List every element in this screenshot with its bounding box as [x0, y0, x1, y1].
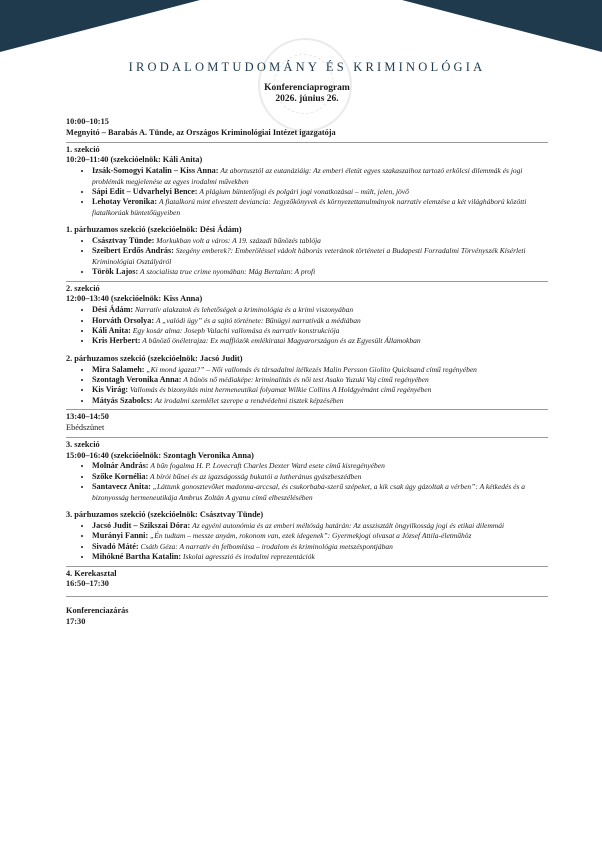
talk-title: A bűnös nő médiaképe: kriminalitás és női test Asako Yuzuki Vaj című regényében: [183, 375, 429, 385]
document-date: 2026. június 26.: [275, 94, 339, 104]
talk-list: [66, 166, 548, 218]
talk-item: [92, 521, 548, 531]
talk-speaker: Káli Anita:: [92, 326, 131, 336]
talk-item: [92, 316, 548, 326]
divider: [66, 596, 548, 597]
talk-title: A bűn fogalma H. P. Lovecraft Charles Dexter Ward esete című kisregényében: [150, 461, 385, 471]
session-title: 2. szekció: [66, 283, 100, 293]
lunch-time: 13:40–14:50: [66, 412, 109, 422]
session-title: 2. párhuzamos szekció (szekcióelnök: Jacsó Judit): [66, 353, 243, 363]
session-time-chair: 15:00–16:40 (szekcióelnök: Szontagh Veronika Anna): [66, 450, 254, 460]
lunch-label: Ebédszünet: [66, 423, 105, 433]
talk-item: [92, 542, 548, 552]
talk-title: A „valódi ügy” és a sajtó története: Bűnügyi narratívák a médiában: [155, 315, 361, 325]
talk-speaker: Szontagh Veronika Anna:: [92, 375, 182, 385]
session-title: 1. párhuzamos szekció (szekcióelnök: Dési Ádám): [66, 225, 242, 235]
roundtable-title: 4. Kerekasztal: [66, 568, 117, 578]
session-title: 3. szekció: [66, 439, 100, 449]
talk-title: Egy kosár alma: Joseph Valachi vallomása és narratív konstrukciója: [132, 326, 340, 336]
talk-title: A bűnöző önéletrajza: Ex maffiózók emlékiratai Magyarországon és az Egyesült Államokban: [142, 336, 421, 346]
talk-speaker: Sivadó Máté:: [92, 541, 139, 551]
sessions-part-b: [66, 440, 548, 563]
talk-title: A szocialista true crime nyomában: Mág Bertalan: A profi: [140, 267, 316, 277]
session-title: 1. szekció: [66, 144, 100, 154]
talk-item: [92, 187, 548, 197]
talk-item: [92, 552, 548, 562]
opening-time: 10:00–10:15: [66, 117, 109, 126]
talk-list: [66, 365, 548, 407]
talk-speaker: Dési Ádám:: [92, 305, 134, 315]
session-time-chair: 12:00–13:40 (szekcióelnök: Kiss Anna): [66, 294, 203, 304]
divider: [66, 142, 548, 143]
talk-title: Csáth Géza: A narratív én felbomlása – irodalom és kriminológia metszéspontjában: [140, 541, 393, 551]
talk-item: [92, 365, 548, 375]
talk-title: Morkukban volt a város: A 19. századi bűnözés tablója: [156, 236, 321, 246]
talk-item: [92, 166, 548, 187]
talk-item: [92, 531, 548, 541]
talk-speaker: Mihókné Bartha Katalin:: [92, 552, 182, 562]
closing-time: 17:30: [66, 616, 86, 626]
talk-title: Az irodalmi szemlélet szerepe a rendvédelmi tisztek képzésében: [154, 395, 344, 405]
talk-list: [66, 521, 548, 563]
talk-title: Vallomás és bizonyítás mint hermeneutikai folyamat Wilkie Collins A Holdgyémánt című regényében: [130, 385, 432, 395]
divider: [66, 281, 548, 282]
talk-speaker: Császtvay Tünde:: [92, 236, 155, 246]
talk-title: A bírói bűnei és az igazságosság bukatói a lutheránus gyászbeszédben: [150, 471, 362, 481]
talk-item: [92, 197, 548, 218]
talk-item: [92, 336, 548, 346]
divider: [66, 566, 548, 567]
talk-item: [92, 236, 548, 246]
talk-speaker: Mira Salameh:: [92, 364, 145, 374]
talk-list: [66, 461, 548, 503]
talk-list: [66, 305, 548, 347]
sessions-part-a: [66, 145, 548, 407]
talk-item: [92, 375, 548, 385]
talk-speaker: Kis Virág:: [92, 385, 129, 395]
talk-title: „Láttunk gonosztevőket madonna-arccsal, és csukorbaba-szerű szépeket, a kik csak úgy gázoltak a vérben”: A kétkedés és a bizonyosság hermeneutikája Ambrus Zoltán A gyanu című elbeszélésében: [92, 482, 526, 502]
talk-speaker: Mátyás Szabolcs:: [92, 395, 153, 405]
talk-item: [92, 472, 548, 482]
talk-speaker: Molnár András:: [92, 461, 149, 471]
talk-speaker: Kris Herbert:: [92, 336, 141, 346]
closing-title: Konferenciazárás: [66, 606, 129, 616]
talk-speaker: Izsák-Somogyi Katalin – Kiss Anna:: [92, 166, 219, 176]
talk-title: Az abortusztól az eutanáziáig: Az emberi életút egyes szakaszaihoz tartozó erkölcsi dilemmák és jogi problémák megjelenése az egyes irodalmi művekben: [92, 166, 523, 186]
talk-item: [92, 267, 548, 277]
talk-speaker: Sápi Edit – Udvarhelyi Bence:: [92, 187, 198, 196]
talk-title: Iskolai agresszió és irodalmi reprezentációk: [183, 552, 315, 562]
talk-item: [92, 385, 548, 395]
corner-decoration-left: [0, 0, 200, 52]
talk-title: Narratív alakzatok és lehetőségek a kriminológia és a krimi viszonyában: [135, 305, 354, 315]
talk-item: [92, 326, 548, 336]
talk-title: Szegény emberek?: Emberöléssel vádolt háborús veteránok történetei a Budapesti Forradalmi Törvényszék Kísérleti Kriminológiai Osztályáról: [92, 246, 526, 266]
document-title: IRODALOMTUDOMÁNY ÉS KRIMINOLÓGIA: [128, 60, 486, 74]
talk-speaker: Murányi Fanni:: [92, 531, 149, 541]
roundtable-time: 16:50–17:30: [66, 579, 109, 589]
talk-title: A fiatalkorú mint elveszett deviancia: Jegyzőkönyvek és környezettanulmányok narratív elemzése a két világháború közötti fiatalkorúak büntetőügyeiben: [92, 197, 527, 217]
talk-speaker: Horváth Orsolya:: [92, 315, 155, 325]
talk-title: Az egyéni autonómia és az emberi méltóság határán: Az asszisztált öngyilkosság jogi és etikai dilemmái: [192, 520, 505, 530]
talk-speaker: Török Lajos:: [92, 267, 139, 277]
program-document: [66, 60, 548, 628]
talk-item: [92, 305, 548, 315]
talk-speaker: Szőke Kornélia:: [92, 471, 149, 481]
corner-decoration-right: [402, 0, 602, 52]
talk-speaker: Szeibert Erdős András:: [92, 246, 174, 256]
talk-item: [92, 461, 548, 471]
talk-item: [92, 482, 548, 503]
divider: [66, 437, 548, 438]
session-title: 3. párhuzamos szekció (szekcióelnök: Császtvay Tünde): [66, 510, 264, 520]
talk-item: [92, 396, 548, 406]
talk-speaker: Lehotay Veronika:: [92, 197, 158, 207]
document-subtitle: Konferenciaprogram: [264, 83, 350, 93]
talk-speaker: Jacsó Judit – Szikszai Dóra:: [92, 520, 191, 530]
divider: [66, 409, 548, 410]
talk-title: „Ki mond igazat?” – Női vallomás és társadalmi ítélkezés Malin Persson Giolito Quicksand című regényében: [146, 364, 477, 374]
session-time-chair: 10:20–11:40 (szekcióelnök: Káli Anita): [66, 155, 203, 165]
talk-title: A plágium büntetőjogi és polgári jogi vonatkozásai – múlt, jelen, jövő: [199, 187, 409, 196]
talk-list: [66, 236, 548, 278]
talk-item: [92, 246, 548, 267]
talk-title: „Én tudtam – messze anyám, rokonom van, ezek idegenek”: Gyermekjogi olvasat a József Attila-életműhöz: [150, 531, 472, 541]
opening-text: Megnyitó – Barabás A. Tünde, az Országos Kriminológiai Intézet igazgatója: [66, 127, 336, 137]
talk-speaker: Santavecz Anita:: [92, 482, 151, 492]
